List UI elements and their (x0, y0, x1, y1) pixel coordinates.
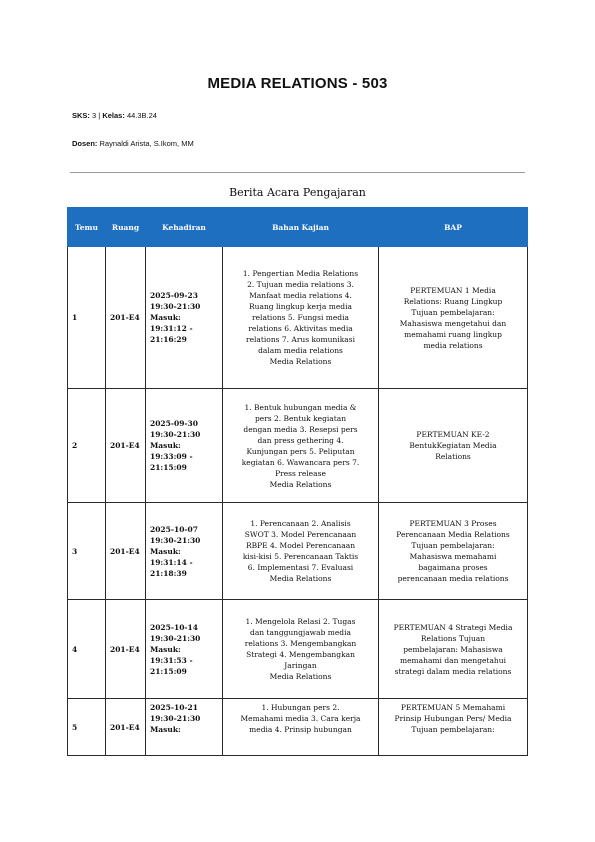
table-header-row (68, 208, 528, 247)
dosen-value: Raynaldi Arista, S.Ikom, MM (99, 139, 194, 148)
kelas-label: Kelas: (102, 111, 125, 120)
cell-temu: 4 (68, 600, 106, 699)
cell-bap: PERTEMUAN 5 Memahami Prinsip Hubungan Pers/ Media Tujuan pembelajaran: (379, 699, 528, 756)
header-bap: BAP (379, 208, 528, 247)
cell-bap: PERTEMUAN 1 Media Relations: Ruang Lingkup Tujuan pembelajaran: Mahasiswa mengetahui dan memahami ruang lingkup media relations (379, 247, 528, 389)
course-meta-line (72, 111, 157, 120)
cell-kehadiran: 2025-10-21 19:30-21:30 Masuk: (146, 699, 223, 756)
header-ruang: Ruang (106, 208, 146, 247)
kelas-value: 44.3B.24 (126, 111, 157, 120)
cell-bahan-kajian: 1. Mengelola Relasi 2. Tugas dan tanggungjawab media relations 3. Mengembangkan Strategi 4. Mengembangkan Jaringan Media Relations (223, 600, 379, 699)
cell-ruang: 201-E4 (106, 600, 146, 699)
dosen-label: Dosen: (72, 139, 98, 148)
sks-label: SKS: (72, 111, 90, 120)
cell-temu: 2 (68, 389, 106, 503)
cell-kehadiran: 2025-09-23 19:30-21:30 Masuk: 19:31:12 - 21:16:29 (146, 247, 223, 389)
page-title: MEDIA RELATIONS - 503 (207, 75, 388, 92)
header-kehadiran: Kehadiran (146, 208, 223, 247)
cell-bahan-kajian: 1. Pengertian Media Relations 2. Tujuan media relations 3. Manfaat media relations 4. Ruang lingkup kerja media relations 5. Fungsi media relations 6. Aktivitas media relations 7. Arus komunikasi dalam media relations Media Relations (223, 247, 379, 389)
cell-kehadiran: 2025-10-14 19:30-21:30 Masuk: 19:31:53 - 21:15:09 (146, 600, 223, 699)
table-row (68, 389, 528, 503)
table-row (68, 247, 528, 389)
cell-ruang: 201-E4 (106, 247, 146, 389)
table-row (68, 503, 528, 600)
lecturer-line (72, 139, 194, 148)
cell-bap: PERTEMUAN KE-2 BentukKegiatan Media Relations (379, 389, 528, 503)
cell-kehadiran: 2025-10-07 19:30-21:30 Masuk: 19:31:14 - 21:18:39 (146, 503, 223, 600)
sks-value: 3 (92, 111, 97, 120)
cell-ruang: 201-E4 (106, 389, 146, 503)
header-temu: Temu (68, 208, 106, 247)
teaching-record-table (67, 207, 528, 756)
section-title: Berita Acara Pengajaran (229, 186, 366, 199)
cell-ruang: 201-E4 (106, 503, 146, 600)
cell-temu: 1 (68, 247, 106, 389)
cell-bahan-kajian: 1. Hubungan pers 2. Memahami media 3. Cara kerja media 4. Prinsip hubungan (223, 699, 379, 756)
cell-bahan-kajian: 1. Bentuk hubungan media & pers 2. Bentuk kegiatan dengan media 3. Resepsi pers dan press gethering 4. Kunjungan pers 5. Peliputan kegiatan 6. Wawancara pers 7. Press release Media Relations (223, 389, 379, 503)
cell-temu: 5 (68, 699, 106, 756)
cell-ruang: 201-E4 (106, 699, 146, 756)
cell-kehadiran: 2025-09-30 19:30-21:30 Masuk: 19:33:09 - 21:15:09 (146, 389, 223, 503)
cell-bap: PERTEMUAN 3 Proses Perencanaan Media Relations Tujuan pembelajaran: Mahasiswa memahami bagaimana proses perencanaan media relations (379, 503, 528, 600)
divider (70, 172, 525, 173)
table-row (68, 600, 528, 699)
cell-bap: PERTEMUAN 4 Strategi Media Relations Tujuan pembelajaran: Mahasiswa memahami dan mengetahui strategi dalam media relations (379, 600, 528, 699)
cell-bahan-kajian: 1. Perencanaan 2. Analisis SWOT 3. Model Perencanaan RBPE 4. Model Perencanaan kisi-kisi 5. Perencanaan Taktis 6. Implementasi 7. Evaluasi Media Relations (223, 503, 379, 600)
header-bahan-kajian: Bahan Kajian (223, 208, 379, 247)
meta-separator: | (98, 111, 101, 120)
cell-temu: 3 (68, 503, 106, 600)
table-row (68, 699, 528, 756)
